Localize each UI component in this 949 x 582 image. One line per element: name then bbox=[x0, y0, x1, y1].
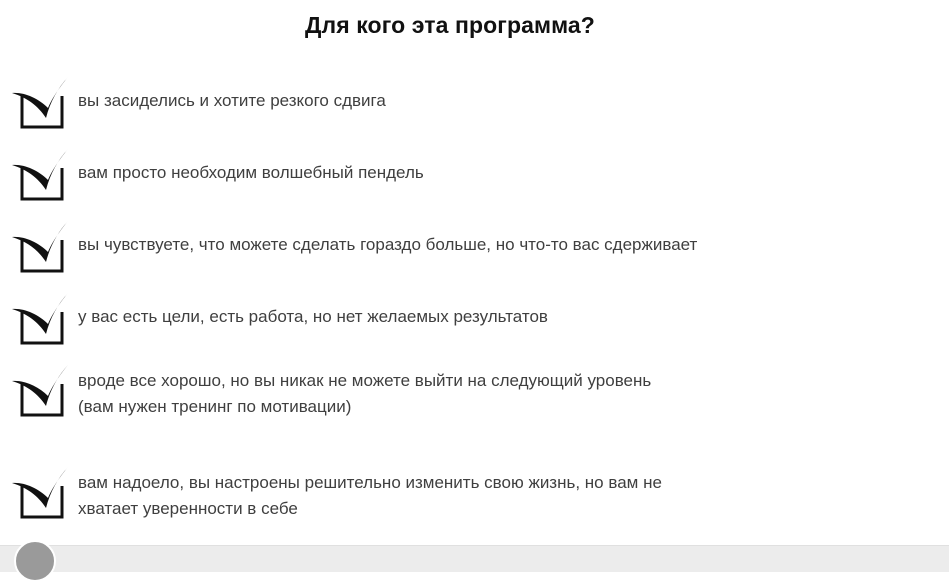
check-mark-icon bbox=[0, 216, 78, 276]
list-item bbox=[0, 144, 949, 216]
check-mark-icon bbox=[0, 360, 78, 420]
list-item-text bbox=[78, 288, 548, 330]
list-item-line1: вроде все хорошо, но вы никак не можете выйти на следующий уровень bbox=[78, 371, 652, 390]
list-item-line2: хватает уверенности в себе bbox=[78, 499, 298, 518]
list-item bbox=[0, 216, 949, 288]
list-item-line1: вам надоело, вы настроены решительно изменить свою жизнь, но вам не bbox=[78, 473, 662, 492]
check-mark-icon bbox=[0, 144, 78, 204]
check-mark-icon bbox=[0, 72, 78, 132]
page-title: Для кого эта программа? bbox=[305, 12, 595, 38]
list-item-line1: вы чувствуете, что можете сделать гораздо больше, но что-то вас сдерживает bbox=[78, 235, 698, 254]
check-mark-icon bbox=[0, 462, 78, 522]
list-item bbox=[0, 288, 949, 360]
check-mark-icon bbox=[0, 288, 78, 348]
list-item bbox=[0, 72, 949, 144]
footer-bar bbox=[0, 545, 949, 572]
list-item-line2: (вам нужен тренинг по мотивации) bbox=[78, 397, 352, 416]
list-item-line1: у вас есть цели, есть работа, но нет желаемых результатов bbox=[78, 307, 548, 326]
list-item-text bbox=[78, 360, 651, 420]
list-item bbox=[0, 360, 949, 453]
list-item-text bbox=[78, 72, 386, 114]
benefits-list bbox=[0, 72, 949, 554]
list-item-text bbox=[78, 462, 662, 522]
list-item-line1: вы засиделись и хотите резкого сдвига bbox=[78, 91, 386, 110]
list-item bbox=[0, 462, 949, 554]
avatar[interactable] bbox=[14, 540, 56, 582]
list-item-text bbox=[78, 216, 697, 258]
list-item-text bbox=[78, 144, 424, 186]
list-item-line1: вам просто необходим волшебный пендель bbox=[78, 163, 424, 182]
